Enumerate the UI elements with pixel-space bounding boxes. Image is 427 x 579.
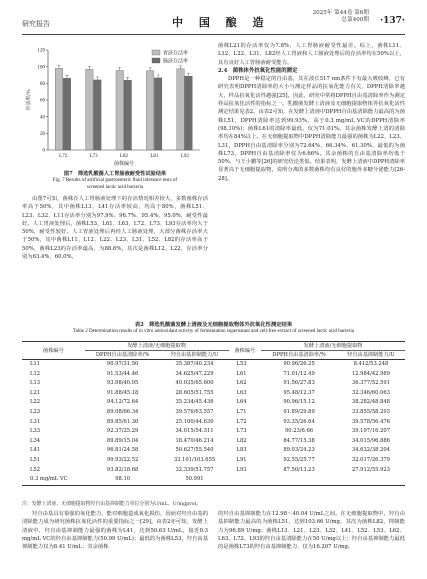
- table-row: [22, 437, 405, 447]
- table-row: [22, 475, 405, 485]
- strain-cell: L52: [30, 466, 41, 473]
- strain-cell: L51: [30, 456, 41, 463]
- oh-cell: 32.017/26.379: [351, 456, 390, 463]
- dpph-cell: 90.96/15.12: [283, 399, 315, 406]
- oh-cell: 33.101/103.655: [173, 456, 216, 463]
- col-dpph-left: DPPH自由基清除率/%: [85, 351, 161, 360]
- table-body: [22, 360, 405, 486]
- table-2: [22, 341, 405, 486]
- x-axis-label: 菌株编号: [113, 161, 135, 167]
- y-axis-label: 存活率/%: [26, 89, 32, 111]
- figure-7: [22, 42, 208, 170]
- bottom-left-paragraph: 羟自由基具有很强的氧化能力，能对细胞造成氧化损伤，因而对羟自由基的清除能力成为研究菌株抗氧化活性的重要指标之一[29]。由表2亦可知，发酵上清液中，羟自由基抑制能力最强的菌株为L41，达到50.63 U/mL，接近0.3 mg/mL VC的羟自由基抑制能力(50.99 U/mL)；最低的为菌株L53，羟自由基抑制能力仅为8.41 U/mL；其余菌株: [22, 511, 208, 551]
- y-tick-label: 20: [40, 132, 45, 138]
- table-row: [22, 466, 405, 476]
- strain-cell: L23: [30, 408, 41, 415]
- table-row: [22, 379, 405, 389]
- y-tick-label: 100: [37, 65, 45, 71]
- oh-cell: [337, 475, 405, 485]
- bar: [146, 71, 154, 150]
- x-tick-label: L81: [150, 154, 159, 159]
- dpph-cell: 90.23/6.66: [284, 428, 314, 435]
- page-header: [22, 8, 405, 34]
- strain-cell: L93: [236, 466, 247, 473]
- strain-cell: L62: [236, 380, 247, 387]
- oh-cell: 34.015/54.311: [175, 428, 214, 435]
- right-paragraph-1: 菌株L21的存活率仅为7.8%，人工胃肠液耐受性最差。综上，菌株L11、L12、L22、L31、L82经人工胃液和人工肠液处理后的存活率均在50%以上，具有良好人工胃肠液耐受能力。: [218, 43, 405, 66]
- bar: [94, 80, 102, 150]
- col-strain-right: 菌株编号: [229, 342, 262, 360]
- table-title-cn: 表2 筛选乳酸菌发酵上清液及无细胞提取物体外抗氧化性测定结果: [134, 322, 293, 328]
- bar: [185, 76, 193, 150]
- strain-cell: 0.3 mg/mL VC: [22, 475, 85, 485]
- dpph-cell: 90.97/31.50: [106, 361, 139, 367]
- dpph-cell: 89.89/15.04: [106, 437, 139, 444]
- y-tick-label: 0: [42, 148, 45, 154]
- col-oh-left: 羟自由基抑制能力/U: [161, 351, 229, 360]
- dpph-cell: 96.81/24.58: [106, 447, 139, 454]
- header-rule: [22, 34, 405, 35]
- col-oh-right: 羟自由基抑制能力/U: [337, 351, 405, 360]
- dpph-cell: 93.82/18.68: [106, 466, 139, 473]
- strain-cell: L64: [236, 399, 247, 406]
- bar: [154, 78, 162, 150]
- oh-cell: 27.912/55.923: [351, 466, 390, 473]
- bottom-left-column: [22, 510, 208, 551]
- table-note: 注：发酵上清液、无细胞提取物羟自由基抑制能力单位分别为U/mL、U/mgprot。: [22, 501, 202, 507]
- figure-caption-en-1: Fig. 7 Results of artificial gastroenteric fluid tolerance tests of: [52, 178, 178, 183]
- table-row: [22, 389, 405, 399]
- bar: [86, 69, 94, 150]
- oh-cell: 38.282/48.848: [351, 399, 390, 406]
- oh-cell: 50.627/55.540: [175, 447, 214, 454]
- oh-cell: 39.197/16.207: [351, 428, 390, 435]
- strain-cell: L82: [236, 437, 247, 444]
- strain-cell: L72: [236, 418, 247, 425]
- bar: [177, 69, 185, 150]
- figure-caption-cn: 图7 筛选乳酸菌人工胃肠液耐受性试验结果: [63, 171, 167, 177]
- strain-cell: L63: [236, 389, 247, 396]
- dpph-cell: 91.53/44.46: [106, 370, 139, 377]
- strain-cell: L34: [30, 437, 41, 444]
- dpph-cell: 98.10: [85, 475, 161, 485]
- right-column: [218, 42, 405, 183]
- oh-cell: 25.100/44.630: [175, 418, 214, 425]
- dpph-cell: 95.48/12.37: [283, 389, 315, 396]
- dpph-cell: 87.50/13.23: [283, 466, 315, 473]
- legend-label: 胃液存活率: [163, 50, 189, 57]
- table-title-en: Table 2 Determination results of in vitro antioxidant activity of fermentation supernatant and cell-free extract of screened lactic acid bacteria: [72, 329, 355, 334]
- oh-cell: 34.015/96.886: [351, 437, 390, 444]
- strain-cell: L53: [236, 361, 247, 367]
- dpph-cell: 90.96/26.25: [283, 361, 315, 367]
- chart-axes: [25, 49, 200, 167]
- dpph-cell: 94.12/72.64: [106, 399, 139, 406]
- col-dpph-right: DPPH自由基清除率/%: [261, 351, 337, 360]
- dpph-cell: 92.55/25.77: [283, 456, 315, 463]
- strain-cell: L33: [30, 428, 41, 435]
- table-row: [22, 418, 405, 428]
- strain-cell: L91: [236, 456, 247, 463]
- oh-cell: 33.855/58.293: [351, 408, 390, 415]
- strain-cell: L41: [30, 447, 41, 454]
- bar: [116, 71, 124, 151]
- dpph-cell: 71.01/12.49: [283, 370, 315, 377]
- dpph-cell: 91.89/29.89: [283, 408, 315, 415]
- dpph-cell: 89.85/61.30: [106, 418, 139, 425]
- oh-cell: 40.035/65.600: [175, 380, 214, 387]
- bar: [55, 68, 63, 150]
- x-tick-label: L92: [180, 154, 189, 159]
- left-paragraph: 由图7可知，菌株在人工胃肠液处理下的存活情况相差较大，多数菌株存活率高于50%，其中菌株L13、L41存活率较高，均高于80%，菌株L51、L23、L32、L11存活率分别为97.9%、96.7%、95.4%、95.0%，耐受性最好。人工胃液处理后，菌株L53、L61、L63、L72、L73、L93存活率均大于50%，耐受性较好。人工胃液处理后再经人工肠液处理，大部分菌株存活率大于50%，其中菌株L11、L12、L22、L23、L31、L52、L82的存活率高于50%，菌株L23的存活率最高，为88.6%，其次是菌株L12、L22，存活率分别为63.4%、60.0%。: [22, 196, 208, 261]
- oh-cell: 34.625/47.229: [175, 370, 214, 377]
- oh-cell: 39.576/63.557: [175, 408, 214, 415]
- bar: [124, 80, 132, 150]
- table-row: [22, 456, 405, 466]
- bar: [63, 78, 70, 150]
- chart-legend: [152, 50, 188, 65]
- strain-cell: L73: [236, 428, 247, 435]
- x-tick-label: L73: [89, 154, 98, 159]
- group-header-right: 发酵上清液/无细胞提取物: [261, 342, 405, 351]
- strain-cell: L61: [236, 370, 247, 377]
- strain-cell: L11: [30, 361, 41, 367]
- x-tick-label: L72: [59, 154, 68, 159]
- bottom-right-paragraph: 的羟自由基抑制能力在12.98～40.04 U/mL之间。在无细胞提取物中，羟自由基抑制能力最高的为菌株L51，达到103.66 U/mg，其次为菌株L82，抑制能力为96.89 U/mg；菌株L13、L21、L23、L32、L41、L52、L53、L62、L63、L72、L93的羟自由基清除能力在50 U/mg以上；羟自由基抑制能力最低的是菌株L73的羟自由基抑制能力，仅为16.207 U/mg。: [218, 511, 405, 551]
- issue-line1: 2025年 第44卷 第6期: [312, 10, 369, 16]
- y-tick-label: 60: [40, 98, 45, 104]
- figure-caption-en-2: screened lactic acid bacteria: [86, 184, 144, 190]
- oh-cell: 39.578/56.476: [351, 418, 390, 425]
- table-row: [22, 398, 405, 408]
- legend-label: 肠液存活率: [163, 58, 189, 65]
- issue-info: [313, 10, 369, 24]
- dpph-cell: 91.88/45.18: [106, 389, 139, 396]
- chart-bars: [55, 65, 192, 150]
- table-row: [22, 408, 405, 418]
- oh-cell: 32.339/51.757: [175, 466, 214, 473]
- legend-swatch: [152, 58, 160, 63]
- oh-cell: 34.632/38.204: [351, 447, 390, 454]
- strain-cell: L83: [236, 447, 247, 454]
- table-2-title: [22, 322, 405, 336]
- oh-cell: 32.346/60.063: [351, 389, 390, 396]
- left-column: [22, 42, 208, 261]
- table-row: [22, 446, 405, 456]
- y-tick-label: 40: [40, 115, 45, 121]
- strain-cell: L22: [30, 399, 41, 406]
- table-row: [22, 427, 405, 437]
- bottom-right-column: [218, 510, 405, 551]
- dpph-cell: 84.77/15.38: [283, 437, 315, 444]
- page-number: ·137·: [379, 16, 405, 26]
- dpph-cell: 92.37/25.29: [106, 428, 139, 435]
- strain-cell: L12: [30, 370, 41, 377]
- issue-line2: 总第400期: [341, 17, 369, 23]
- dpph-cell: [261, 475, 337, 485]
- strain-cell: [229, 475, 262, 485]
- legend-swatch: [152, 50, 160, 55]
- oh-cell: 35.234/45.436: [175, 399, 214, 406]
- strain-cell: L21: [30, 389, 41, 396]
- group-header-left: 发酵上清液/无细胞提取物: [85, 342, 229, 351]
- table-row: [22, 370, 405, 380]
- dpph-cell: 91.56/27.83: [283, 380, 315, 387]
- strain-cell: L31: [30, 418, 41, 425]
- dpph-cell: 93.98/40.95: [106, 380, 139, 387]
- dpph-cell: 89.03/24.23: [283, 447, 315, 454]
- x-tick-label: L82: [119, 154, 129, 159]
- bar-chart: [22, 42, 208, 170]
- section-title: 2.4 菌株体外抗氧化性能的测定: [218, 67, 298, 74]
- oh-cell: 18.470/46.214: [175, 437, 214, 444]
- oh-cell: 8.412/53.248: [353, 361, 389, 367]
- oh-cell: 35.387/40.234: [175, 361, 214, 367]
- strain-cell: L71: [236, 408, 247, 415]
- oh-cell: 12.984/42.989: [351, 370, 390, 377]
- oh-cell: 50.991: [161, 475, 229, 485]
- dpph-cell: 93.35/26.64: [283, 418, 315, 425]
- oh-cell: 36.377/52.591: [351, 380, 390, 387]
- y-tick-label: 120: [37, 48, 45, 54]
- journal-title: 中 国 酿 造: [172, 16, 270, 29]
- y-tick-label: 80: [40, 82, 45, 88]
- oh-cell: 28.605/51.755: [175, 389, 214, 396]
- strain-cell: L13: [30, 380, 41, 387]
- dpph-cell: 99.93/22.52: [106, 456, 139, 463]
- col-strain-left: 菌株编号: [22, 342, 85, 360]
- dpph-cell: 89.08/66.34: [106, 408, 139, 415]
- table-row: [22, 360, 405, 370]
- right-paragraph-2: DPPH是一种稳定的自由基，其在波长517 nm条件下有最大吸收峰，已有研究表明DPPH清除率的大小与测定样品的抗氧化能力有关，DPPH清除率越大，样品抗氧化活性越强[25]。因此，研究中常将DPPH自由基清除率作为测定样品抗氧化活性的指标之一。乳酸菌发酵上清液及无细胞提取物体外抗氧化活性测定结果见表2。由表2可知，在发酵上清液中DPPH自由基清除能力最高的为菌株L51，DPPH清除率达到99.93%，高于0.3 mg/mL VC的DPPH清除率(98.10%)；菌株L61的清除率最低，仅为71.01%。其余菌株发酵上清的清除率均在84%以上。在无细胞提取物中DPPH清除能力最强的菌株为L22、L23、L31，DPPH自由基清除率分别为72.64%、66.34%、61.30%，最低的为菌株L73，DPPH自由基清除率仅为6.66%。其余菌株的自由基清除率均低于50%，与王小鹏等[26]的研究结论类似。结果表明，发酵上清液中DPPH清除率显著高于无细胞提取物，说明分离的多数菌株均有良好的胞外多糖分泌能力[26-28]。: [218, 76, 405, 182]
- section-label: 研究报告: [22, 20, 50, 28]
